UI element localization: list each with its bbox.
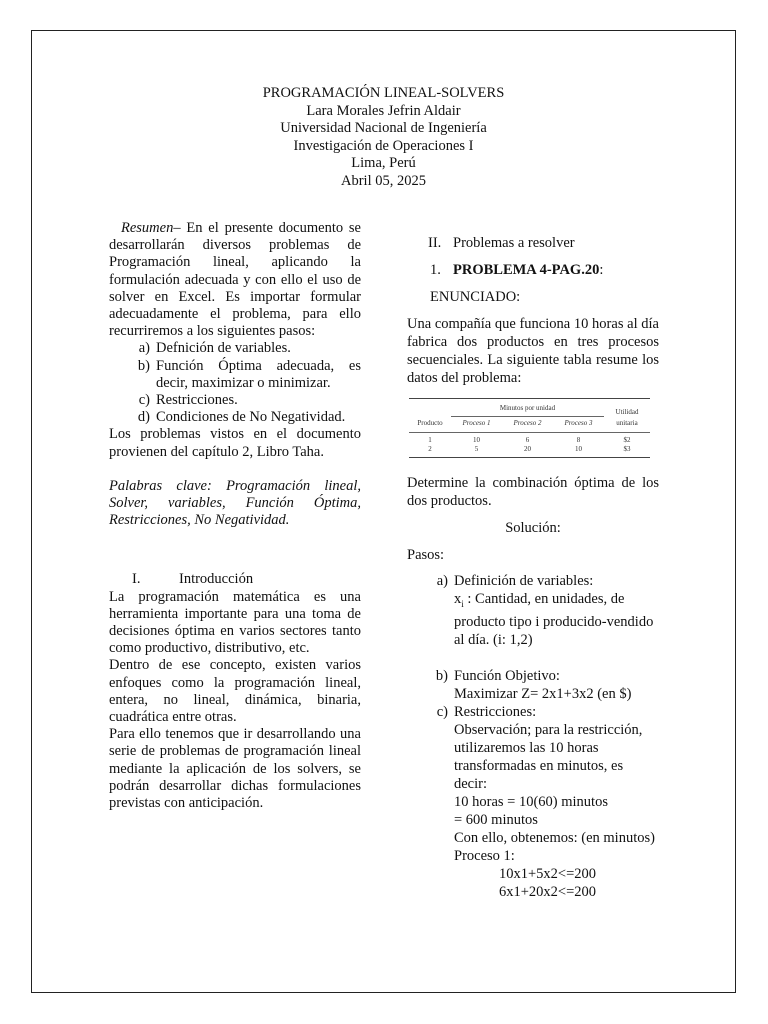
table-header: Minutos por unidad: [451, 404, 604, 417]
table-header: Proceso 3: [564, 419, 593, 427]
table-cell: $2: [623, 436, 631, 444]
intro-heading: [109, 571, 361, 588]
list-text: Función Óptima adecuada, es decir, maximizar o minimizar.: [156, 357, 361, 391]
table-cell: 5: [474, 445, 479, 453]
statement: Una compañía que funciona 10 horas al día fabrica dos productos en tres procesos secuenciales. La siguiente tabla resume los datos del problema:: [407, 316, 659, 386]
university-name: Universidad Nacional de Ingeniería: [280, 120, 487, 137]
constraint-equation: 10x1+5x2<=200: [499, 865, 597, 882]
steps-label: Pasos:: [407, 547, 445, 563]
variable-symbol: x: [454, 591, 462, 607]
intro-paragraph: Dentro de ese concepto, existen varios enfoques como la programación lineal, entera, no lineal, dinámica, binaria, cuadrática entre otras.: [109, 657, 361, 726]
section-number: II.: [428, 235, 442, 251]
abstract-closing: Los problemas vistos en el documento provienen del capítulo 2, Libro Taha.: [109, 426, 361, 460]
table-cell: 6: [525, 436, 530, 444]
determine-text: Determine la combinación óptima de los dos productos.: [407, 475, 659, 509]
abstract: [109, 220, 361, 340]
course-name: Investigación de Operaciones I: [293, 137, 474, 154]
data-table-image: [407, 398, 659, 458]
step-b: [407, 667, 659, 703]
list-content: [454, 572, 659, 649]
list-text: Condiciones de No Negatividad.: [156, 409, 346, 426]
solution-label: Solución:: [505, 520, 561, 536]
variable-subscript: i: [461, 598, 464, 609]
section-title: Problemas a resolver: [453, 235, 575, 251]
list-item: [407, 703, 659, 901]
constraint-equation: 6x1+20x2<=200: [499, 883, 597, 900]
list-marker: a): [436, 573, 448, 589]
variable-description: : Cantidad, en unidades, de producto tipo i producido-vendido al día. (i: 1,2): [454, 591, 654, 648]
problem-title: PROBLEMA 4-PAG.20: [453, 262, 600, 278]
step-title: Función Objetivo:: [454, 667, 560, 684]
problem-colon: :: [599, 262, 604, 278]
list-marker: b): [435, 667, 448, 684]
list-marker: b): [137, 357, 150, 374]
list-item: [109, 358, 361, 392]
table-row: [409, 445, 650, 458]
table-header: Utilidad: [615, 407, 639, 416]
table-cell: $3: [623, 445, 631, 453]
list-content: [454, 703, 659, 901]
list-marker: c): [436, 703, 448, 720]
section-title: Introducción: [179, 571, 254, 588]
document-title: PROGRAMACIÓN LINEAL-SOLVERS: [262, 85, 505, 101]
list-content: [454, 667, 659, 703]
list-marker: d): [137, 409, 150, 426]
step-title: Definición de variables:: [454, 573, 594, 589]
observation: Observación; para la restricción, utilizaremos las 10 horas transformadas en minutos, es decir:: [454, 721, 643, 792]
statement-label: ENUNCIADO:: [430, 289, 521, 305]
author-name: Lara Morales Jefrin Aldair: [306, 102, 461, 119]
section2-heading: [407, 234, 659, 252]
list-item: [407, 667, 659, 703]
conversion-line: = 600 minutos: [454, 811, 538, 828]
table-cell: 2: [428, 445, 432, 453]
problem-number: 1.: [430, 262, 441, 278]
abstract-steps: [109, 340, 361, 426]
list-item: [407, 572, 659, 649]
step-c: [407, 703, 659, 901]
list-marker: c): [138, 392, 150, 409]
intro-paragraph: Para ello tenemos que ir desarrollando una serie de problemas de programación lineal mediante la aplicación de los solvers, se podrán desarrollar dichas formulaciones previstas con anticipación.: [109, 726, 361, 812]
table-header: Producto: [417, 418, 443, 427]
process-label: Proceso 1:: [454, 847, 515, 864]
step-title: Restricciones:: [454, 703, 537, 720]
table-row: [409, 433, 650, 446]
table-header: unitaria: [616, 418, 638, 427]
abstract-text: En el presente documento se desarrollarán diversos problemas de Programación lineal, aplicando la formulación adecuada y con ello el uso de solver en Excel. Es importar formular adecuadamente el problema, para ello recurriremos a los siguientes pasos:: [109, 220, 361, 340]
table-cell: 10: [575, 445, 582, 453]
table-cell: 20: [524, 445, 531, 453]
right-column: [407, 234, 659, 901]
section-number: I.: [132, 571, 141, 588]
list-item: [109, 392, 361, 409]
step-a: [407, 572, 659, 649]
left-column: [109, 220, 361, 812]
document-date: Abril 05, 2025: [341, 172, 426, 189]
place: Lima, Perú: [351, 155, 416, 172]
conversion-line: 10 horas = 10(60) minutos: [454, 793, 608, 810]
table-cell: 10: [473, 436, 480, 444]
variable-definition: [454, 590, 659, 649]
list-item: [109, 409, 361, 426]
objective-function: Maximizar Z= 2x1+3x2 (en $): [454, 685, 632, 702]
keywords: Palabras clave: Programación lineal, Solver, variables, Función Óptima, Restricciones, No Negatividad.: [109, 477, 361, 529]
data-table: [409, 398, 650, 458]
intro-paragraph: La programación matemática es una herramienta importante para una toma de decisiones óptima en varios sectores tanto como productivo, distributivo, etc.: [109, 588, 361, 657]
problem-heading: [407, 261, 659, 279]
table-header: Proceso 2: [513, 419, 542, 427]
table-header: [409, 404, 451, 417]
list-marker: a): [138, 340, 150, 357]
list-text: Defnición de variables.: [156, 340, 291, 357]
table-cell: 8: [576, 436, 581, 444]
document-header: [31, 85, 736, 191]
table-header: Proceso 1: [462, 419, 491, 427]
abstract-label: Resumen–: [121, 220, 181, 236]
table-cell: 1: [428, 436, 432, 444]
list-item: [109, 340, 361, 357]
conversion-line: Con ello, obtenemos: (en minutos): [454, 829, 655, 846]
list-text: Restricciones.: [156, 392, 238, 409]
